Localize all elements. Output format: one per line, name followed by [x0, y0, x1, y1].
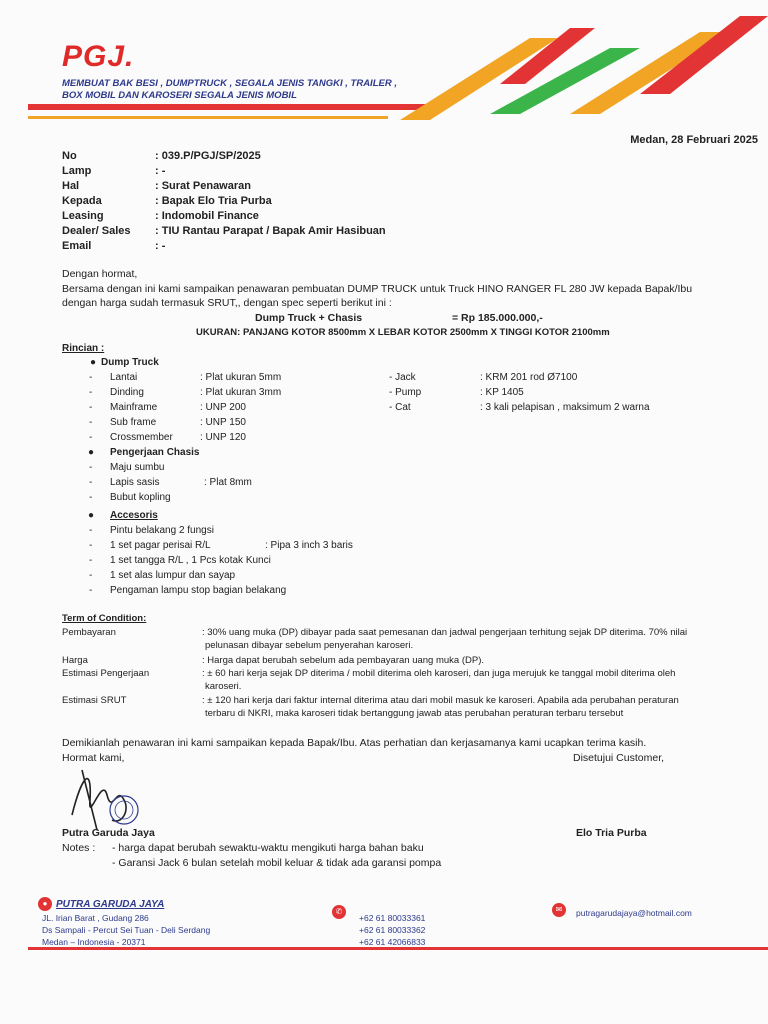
- dash: -: [89, 492, 93, 503]
- closing-text: Demikianlah penawaran ini kami sampaikan kepada Bapak/Ibu. Atas perhatian dan kerjasamanya kami ucapkan terima kasih.: [62, 737, 647, 749]
- letter-date: Medan, 28 Februari 2025: [630, 134, 758, 146]
- dash: -: [89, 462, 93, 473]
- rincian-title: Rincian :: [62, 343, 105, 354]
- dash: -: [89, 402, 93, 413]
- dash: -: [89, 525, 93, 536]
- terms-title: Term of Condition:: [62, 613, 147, 624]
- chasis-bullet: ●: [88, 447, 95, 458]
- footer-phone-3[interactable]: +62 61 42066833: [359, 937, 426, 947]
- stripe-orange-1: [400, 38, 558, 120]
- meta-value: : -: [155, 240, 166, 252]
- spec-key: Mainframe: [110, 402, 158, 413]
- signature-icon: [62, 755, 152, 835]
- signer-company: Putra Garuda Jaya: [62, 827, 155, 839]
- footer-red-stripe: [28, 947, 768, 950]
- term-key: Harga: [62, 655, 88, 666]
- meta-key: Kepada: [62, 195, 102, 207]
- footer-address-3: Medan – Indonesia - 20371: [42, 937, 146, 947]
- spec-value: : KRM 201 rod Ø7100: [480, 372, 578, 383]
- chasis-key: Lapis sasis: [110, 477, 160, 488]
- meta-value: : -: [155, 165, 166, 177]
- meta-value: : Indomobil Finance: [155, 210, 259, 222]
- meta-value: : TIU Rantau Parapat / Bapak Amir Hasibuan: [155, 225, 386, 237]
- price-value: = Rp 185.000.000,-: [452, 312, 543, 324]
- dash: -: [89, 570, 93, 581]
- dash: -: [89, 417, 93, 428]
- meta-value: : Surat Penawaran: [155, 180, 251, 192]
- meta-value: : 039.P/PGJ/SP/2025: [155, 150, 261, 162]
- acc-value: : Pipa 3 inch 3 baris: [265, 540, 353, 551]
- notes-label: Notes :: [62, 842, 96, 854]
- term-line: : ± 60 hari kerja sejak DP diterima / mobil diterima oleh karoseri, dan juga merujuk ke tanggal mobil diterima oleh: [202, 668, 676, 679]
- dash: -: [89, 372, 93, 383]
- footer-email[interactable]: putragarudajaya@hotmail.com: [576, 908, 692, 918]
- term-key: Estimasi SRUT: [62, 695, 127, 706]
- greeting: Dengan hormat,: [62, 268, 138, 280]
- spec-value: : KP 1405: [480, 387, 524, 398]
- acc-key: 1 set pagar perisai R/L: [110, 540, 211, 551]
- acc-key: Pintu belakang 2 fungsi: [110, 525, 214, 536]
- chasis-key: Maju sumbu: [110, 462, 165, 473]
- dash: -: [89, 540, 93, 551]
- header-red-stripe: [28, 104, 428, 110]
- intro-line-2: dengan harga sudah termasuk SRUT,, dengan spec seperti berikut ini :: [62, 297, 392, 309]
- term-line: karoseri.: [205, 681, 242, 692]
- acc-key: Pengaman lampu stop bagian belakang: [110, 585, 287, 596]
- footer-phone-1[interactable]: +62 61 80033361: [359, 913, 426, 923]
- tagline-line-1: MEMBUAT BAK BESI , DUMPTRUCK , SEGALA JENIS TANGKI , TRAILER ,: [62, 78, 397, 89]
- header-orange-stripe: [28, 116, 388, 119]
- meta-key: Lamp: [62, 165, 92, 177]
- acc-bullet: ●: [88, 510, 95, 521]
- dump-truck-title: Dump Truck: [101, 357, 159, 368]
- email-icon: ✉: [552, 903, 566, 917]
- dash: -: [89, 477, 93, 488]
- meta-key: Email: [62, 240, 92, 252]
- spec-key: - Pump: [389, 387, 422, 398]
- accesoris-title: Accesoris: [110, 510, 158, 521]
- chasis-value: : Plat 8mm: [204, 477, 252, 488]
- spec-key: - Jack: [389, 372, 416, 383]
- term-line: : 30% uang muka (DP) dibayar pada saat pemesanan dan jadwal pengerjaan terhitung sejak DP diterima. 70% nilai: [202, 627, 688, 638]
- meta-value: : Bapak Elo Tria Purba: [155, 195, 272, 207]
- company-logo: PGJ.: [62, 40, 135, 73]
- term-line: terbaru di NKRI, maka karoseri tidak bertanggung jawab atas perubahan peraturan terbaru tersebut: [205, 708, 624, 719]
- term-line: pelunasan dibayar sebelum penyerahan karoseri.: [205, 640, 414, 651]
- spec-key: Lantai: [110, 372, 138, 383]
- meta-key: No: [62, 150, 77, 162]
- spec-value: : UNP 120: [200, 432, 246, 443]
- note-line-1: - harga dapat berubah sewaktu-waktu mengikuti harga bahan baku: [112, 842, 424, 854]
- spec-key: - Cat: [389, 402, 411, 413]
- spec-value: : Plat ukuran 5mm: [200, 372, 282, 383]
- spec-value: : UNP 150: [200, 417, 246, 428]
- term-line: : Harga dapat berubah sebelum ada pembayaran uang muka (DP).: [202, 655, 485, 666]
- dash: -: [89, 585, 93, 596]
- chasis-title: Pengerjaan Chasis: [110, 447, 200, 458]
- term-line: : ± 120 hari kerja dari faktur internal diterima atau dari mobil masuk ke karoseri. Apabila ada perubahan peraturan: [202, 695, 679, 706]
- tagline-line-2: BOX MOBIL DAN KAROSERI SEGALA JENIS MOBIL: [62, 90, 297, 101]
- approved-customer: Disetujui Customer,: [573, 752, 665, 764]
- spec-key: Crossmember: [110, 432, 173, 443]
- acc-key: 1 set alas lumpur dan sayap: [110, 570, 236, 581]
- footer-address-1: JL. Irian Barat , Gudang 286: [42, 913, 149, 923]
- signer-customer: Elo Tria Purba: [576, 827, 647, 839]
- note-line-2: - Garansi Jack 6 bulan setelah mobil keluar & tidak ada garansi pompa: [112, 857, 442, 869]
- dash: -: [89, 387, 93, 398]
- footer-phone-2[interactable]: +62 61 80033362: [359, 925, 426, 935]
- stripe-red-2: [640, 16, 768, 94]
- term-key: Estimasi Pengerjaan: [62, 668, 150, 679]
- spec-value: : UNP 200: [200, 402, 246, 413]
- spec-key: Dinding: [110, 387, 144, 398]
- spec-value: : Plat ukuran 3mm: [200, 387, 282, 398]
- location-pin-icon: ●: [38, 897, 52, 911]
- dump-bullet: ●: [90, 357, 97, 368]
- dash: -: [89, 555, 93, 566]
- hormat-kami: Hormat kami,: [62, 752, 125, 764]
- acc-key: 1 set tangga R/L , 1 Pcs kotak Kunci: [110, 555, 271, 566]
- meta-key: Hal: [62, 180, 80, 192]
- price-label: Dump Truck + Chasis: [255, 312, 363, 324]
- spec-value: : 3 kali pelapisan , maksimum 2 warna: [480, 402, 650, 413]
- header-decorative-stripes: [380, 14, 768, 124]
- dash: -: [89, 432, 93, 443]
- intro-line-1: Bersama dengan ini kami sampaikan penawaran pembuatan DUMP TRUCK untuk Truck HINO RANGER FL 280 JW kepada Bapak/Ibu: [62, 283, 693, 295]
- spec-key: Sub frame: [110, 417, 157, 428]
- meta-key: Leasing: [62, 210, 104, 222]
- term-key: Pembayaran: [62, 627, 116, 638]
- chasis-key: Bubut kopling: [110, 492, 171, 503]
- size-spec: UKURAN: PANJANG KOTOR 8500mm X LEBAR KOTOR 2500mm X TINGGI KOTOR 2100mm: [196, 327, 610, 338]
- footer-address-2: Ds Sampali - Percut Sei Tuan - Deli Serdang: [42, 925, 211, 935]
- footer-company: PUTRA GARUDA JAYA: [56, 899, 165, 910]
- phone-icon: ✆: [332, 905, 346, 919]
- meta-key: Dealer/ Sales: [62, 225, 131, 237]
